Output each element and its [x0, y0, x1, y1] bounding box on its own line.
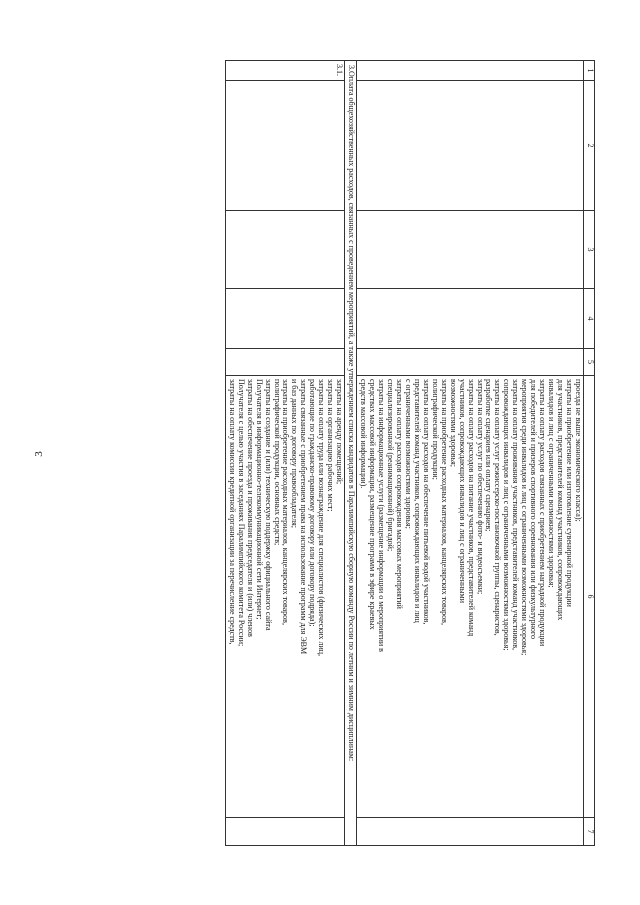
expense-list-line: участников, сопровождающих инвалидов и лиц с ограниченными — [457, 379, 467, 603]
expense-list-line: затраты на оплату расходов связанных с приобретением наградной продукции — [538, 379, 548, 647]
expense-table — [225, 60, 595, 846]
expense-list-line: затраты на оплату услуг режиссерско-постановочной группы, сценаристов, — [493, 379, 503, 636]
expense-list-line: разработке сценариев или оплату сценариев; — [484, 379, 494, 532]
expense-list-line: сопровождающих инвалидов и лиц с ограниченными возможностями здоровья; — [502, 379, 512, 651]
table-cell — [357, 211, 584, 289]
expense-list-line: полиграфической продукции, основных средств; — [272, 379, 282, 546]
expense-list-line: специализированной (реанимационной) бригадой; — [385, 379, 395, 552]
column-header-3: 3 — [584, 211, 595, 289]
table-row — [357, 61, 584, 846]
expense-list-line: средствах массовой информации, размещение программ в эфире краевых — [368, 379, 378, 630]
rotated-table-page — [50, 60, 595, 845]
table-cell — [225, 289, 344, 349]
table-cell — [225, 349, 344, 376]
column-header-7: 7 — [584, 818, 595, 846]
section-heading-row — [345, 61, 357, 846]
expense-list-cell — [357, 376, 584, 818]
expense-list-line: затраты на информационные услуги (размещение информации о мероприятии в — [377, 379, 387, 652]
row-number: 3.1. — [225, 61, 344, 81]
expense-list-line: затраты на приобретение расходных материалов, канцелярских товаров, — [281, 379, 291, 625]
table-cell — [357, 289, 584, 349]
expense-list-line: и баз данных по договору правообладателя; — [290, 379, 300, 528]
table-cell — [357, 61, 584, 81]
table-cell — [225, 211, 344, 289]
table-header-row — [584, 61, 595, 846]
table-cell — [225, 818, 344, 846]
expense-list-line: затраты на оплату расходов сопровождения массовых мероприятий — [394, 379, 404, 609]
expense-list-line: затраты на аренду помещений; — [335, 379, 345, 485]
expense-list-line: затраты на организацию рабочих мест; — [326, 379, 336, 512]
expense-list-line: с ограниченными возможностями здоровья; — [403, 379, 413, 529]
column-header-6: 6 — [584, 376, 595, 818]
expense-list-cell — [225, 376, 344, 818]
expense-list-line: затраты на создание и (или) техническую поддержку официального сайта — [263, 379, 273, 631]
expense-list-line: инвалидов и лиц с ограниченными возможностями здоровья; — [547, 379, 557, 588]
expense-list-line: затраты на оплату труда или вознаграждение для специалистов (физических лиц, — [317, 379, 327, 657]
expense-list-line: работающие по гражданско-правовому договору или договору подряда); — [308, 379, 318, 627]
expense-list-line: затраты на оплату услуг по обеспечению фото- и видеосъемки; — [475, 379, 485, 595]
expense-list-line: затраты на оплату проживания участников, представителей команд участников, — [511, 379, 521, 651]
column-header-2: 2 — [584, 81, 595, 211]
page-number: 3 — [32, 451, 45, 457]
expense-list-line: средств массовой информации). — [359, 379, 369, 489]
expense-list-line: затраты на приобретение или изготовление сувенирной продукции — [565, 379, 575, 607]
expense-list-line: мероприятия среди инвалидов и лиц с ограниченными возможностями здоровья; — [520, 379, 530, 656]
expense-list-line: проезда не выше экономического класса); — [574, 379, 583, 522]
table-cell — [357, 349, 584, 376]
expense-list-line: затраты на оплату расходов на питание участников, представителей команд — [466, 379, 476, 637]
expense-list-line: полиграфической продукции; — [430, 379, 440, 480]
column-header-4: 4 — [584, 289, 595, 349]
section-heading: 3.Оплата общехозяйственных расходов, связанных с проведением мероприятий, а также утверждением списка кандидатов в Паралимпийскую сборную команду России по летним и зимним дисциплинам: — [345, 61, 357, 846]
table-cell — [357, 81, 584, 211]
expense-list-line: затраты на оплату расходов на обеспечение питьевой водой участников, — [421, 379, 431, 625]
expense-list-line: возможностями здоровья; — [448, 379, 458, 468]
column-header-5: 5 — [584, 349, 595, 376]
expense-list-line: для победителей и призеров спортивного соревнования или физкультурного — [529, 379, 539, 639]
expense-list-line: Получателя в информационно-телекоммуникационной сети Интернет; — [254, 379, 264, 620]
column-header-1: 1 — [584, 61, 595, 81]
table-cell — [225, 81, 344, 211]
expense-list-line: затраты на приобретение расходных материалов, канцелярских товаров, — [439, 379, 449, 625]
expense-list-line: представителей команд участников, сопровождающих инвалидов и лиц — [412, 379, 422, 623]
expense-list-line: для участников, представителей команд участников, сопровождающих — [556, 379, 566, 621]
expense-list-line: затраты на обеспечение проезда и проживания председателя и (или) членов — [245, 379, 255, 637]
table-cell — [357, 818, 584, 846]
expense-list-line: Получателя с целью участия в заседаниях Паралимпийского комитета России; — [236, 379, 246, 647]
expense-list-line: затраты на оплату комиссии кредитной организации за перечисление средств, — [227, 379, 237, 645]
table-row — [225, 61, 344, 846]
expense-list-line: затраты связанные с приобретением права на использование программ для ЭВМ — [299, 379, 309, 655]
